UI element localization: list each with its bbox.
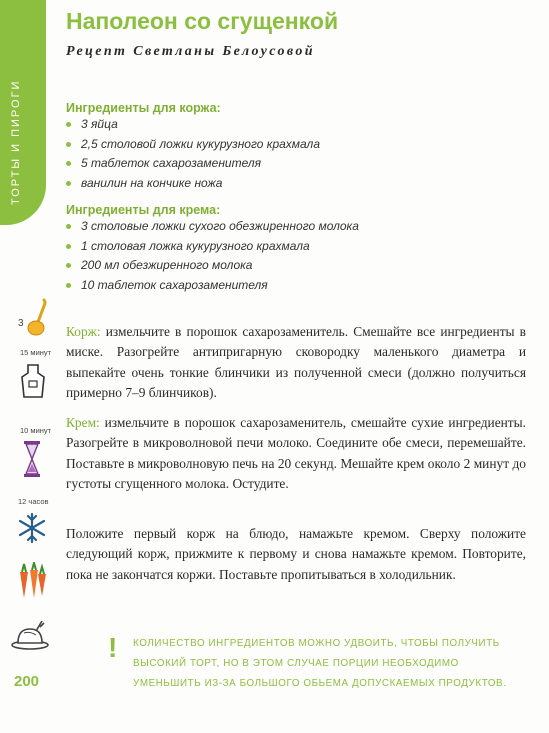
note-text: КОЛИЧЕСТВО ИНГРЕДИЕНТОВ МОЖНО УДВОИТЬ, ЧТОБЫ ПОЛУЧИТЬ ВЫСОКИЙ ТОРТ, НО В ЭТОМ СЛУЧАЕ ПОРЦИИ НЕОБХОДИМО УМЕНЬШИТЬ ИЗ-ЗА БОЛЬШОГО ОБЬЕМА ДОПУСКАЕМЫХ ПРОДУКТОВ. xyxy=(133,638,507,689)
step-lead: Крем: xyxy=(66,415,100,430)
list-item: 5 таблеток сахарозаменителя xyxy=(66,154,320,174)
bullet-icon xyxy=(66,244,71,249)
cook-time-label: 10 минут xyxy=(20,426,52,435)
bullet-icon xyxy=(66,263,71,268)
hourglass-icon xyxy=(22,440,42,478)
note-exclamation-icon: ! xyxy=(108,632,118,663)
bullet-icon xyxy=(66,224,71,229)
apron-icon xyxy=(20,363,46,399)
page-number: 200 xyxy=(14,673,40,690)
list-item: 1 столовая ложка кукурузного крахмала xyxy=(66,237,359,257)
dough-step: Корж: измельчите в порошок сахарозаменитель. Смешайте все ингредиенты в миске. Разогрейте антипригарную сковородку маленького диаметра и выпекайте очень тонкие блинчики из полученной смеси (должно получиться примерно 7–9 блинчиков). xyxy=(66,324,526,400)
dough-ingredients-list xyxy=(66,115,320,193)
bullet-icon xyxy=(66,142,71,147)
bullet-icon xyxy=(66,161,71,166)
cream-ingredients-list xyxy=(66,217,359,295)
list-item: 10 таблеток сахарозаменителя xyxy=(66,276,359,296)
step-lead: Корж: xyxy=(66,324,101,339)
list-item: 3 яйца xyxy=(66,115,320,135)
bullet-icon xyxy=(66,122,71,127)
section-tab-label: ТОРТЫ И ПИРОГИ xyxy=(10,79,22,205)
roast-icon xyxy=(10,617,50,651)
dough-ingredients-heading: Ингредиенты для коржа: xyxy=(66,101,221,115)
carrots-icon xyxy=(14,562,50,600)
servings-count: 3 xyxy=(18,318,24,329)
section-tab xyxy=(0,0,46,225)
list-item: 200 мл обезжиренного молока xyxy=(66,256,359,276)
recipe-author: Рецепт Светланы Белоусовой xyxy=(66,44,315,59)
ladle-icon xyxy=(24,298,50,340)
cream-ingredients-heading: Ингредиенты для крема: xyxy=(66,203,221,217)
cream-step: Крем: измельчите в порошок сахарозаменитель, смешайте сухие ингредиенты. Разогрейте в микроволновой печи молоко. Соедините обе смеси, перемешайте. Поставьте в микроволновую печь на 20 секунд. Мешайте крем около 2 минут до густоты сгущенного молока. Остудите. xyxy=(66,415,526,491)
list-item: ванилин на кончике ножа xyxy=(66,174,320,194)
assembly-step: Положите первый корж на блюдо, намажьте кремом. Сверху положите следующий корж, прижмите к первому и снова намажьте кремом. Повторите, пока не закончатся коржи. Поставьте пропитываться в холодильник. xyxy=(66,526,526,582)
prep-time-label: 15 минут xyxy=(20,348,52,357)
chill-time-label: 12 часов xyxy=(18,497,49,506)
bullet-icon xyxy=(66,181,71,186)
snowflake-icon xyxy=(16,512,48,544)
list-item: 2,5 столовой ложки кукурузного крахмала xyxy=(66,135,320,155)
list-item: 3 столовые ложки сухого обезжиренного молока xyxy=(66,217,359,237)
bullet-icon xyxy=(66,283,71,288)
recipe-title: Наполеон со сгущенкой xyxy=(66,8,339,34)
